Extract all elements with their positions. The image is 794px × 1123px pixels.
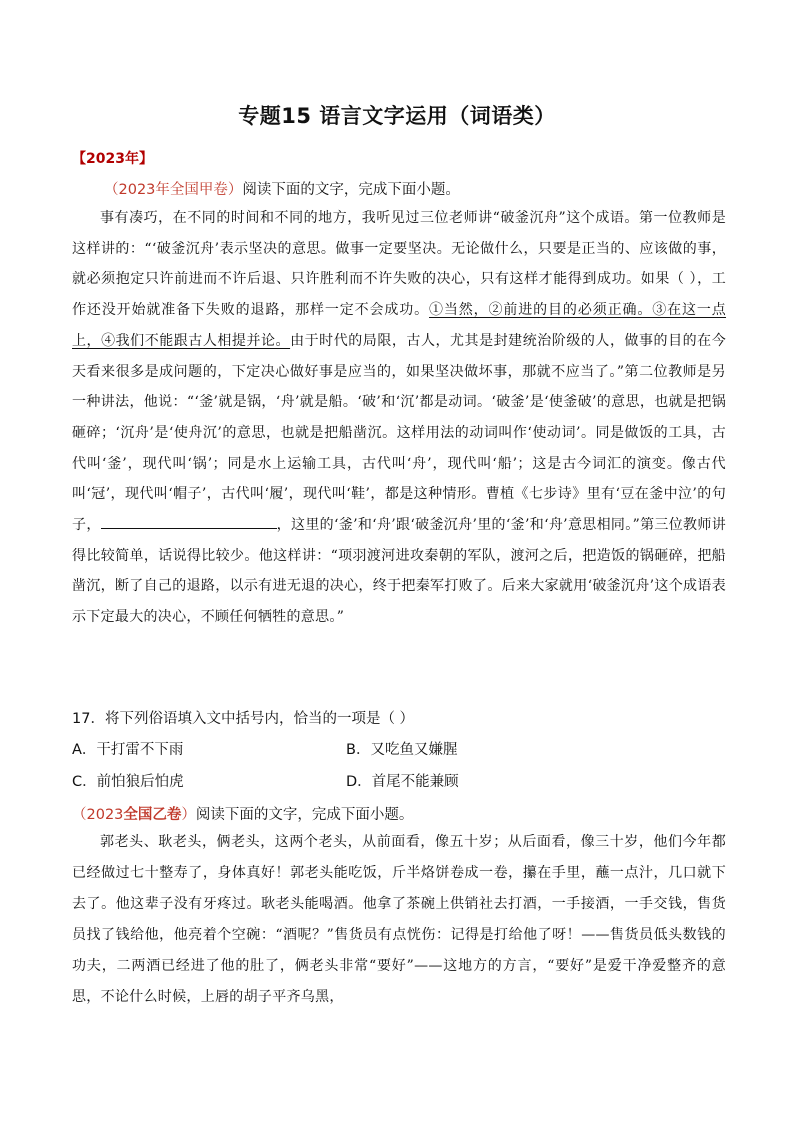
- passage-paragraph: [72, 203, 726, 633]
- source-bold: 全国乙卷: [123, 807, 182, 823]
- source-open: （2023: [72, 807, 124, 823]
- fill-in-blank: [101, 514, 277, 529]
- question-source-line: [104, 178, 460, 199]
- passage-paragraph-2: 郭老头、耿老头，俩老头，这两个老头，从前面看，像五十岁；从后面看，像三十岁，他们今年都已经做过七十整寿了，身体真好！郭老头能吃饭，斤半烙饼卷成一卷，攥在手里，蘸一点汁，几口就下去了。他这辈子没有牙疼过。耿老头能喝酒。他拿了茶碗上供销社去打酒，一手接酒，一手交钱，售货员找了钱给他，他亮着个空碗：“酒呢？”售货员有点恍伤：记得是打给他了呀！——售货员低头数钱的功夫，二两酒已经进了他的肚了，俩老头非常“要好”——这地方的方言，“要好”是爱干净爱整齐的意思，不论什么时候，上唇的胡子平齐乌黑，: [72, 834, 726, 1005]
- option-d[interactable]: D．首尾不能兼顾: [346, 774, 459, 790]
- passage-text-part3: ，这里的‘釜’和‘舟’跟‘破釜沉舟’里的‘釜’和‘舟’意思相同。”第三位教师讲得比较简单，话说得比较少。他这样讲：“项羽渡河进攻秦朝的军队，渡河之后，把造饭的锅砸碎，把船凿沉，断了自己的退路，以示有进无退的决心，终于把秦军打败了。后来大家就用‘破釜沉舟’这个成语表示下定最大的决心，不顾任何牺牲的意思。”: [72, 517, 726, 626]
- source-close: ）: [181, 807, 196, 823]
- passage-text-part1: 事有凑巧，在不同的时间和不同的地方，我听见过三位老师讲“破釜沉舟”这个成语。第一位教师是这样讲的：“‘破釜沉舟’表示坚决的意思。做事一定要坚决。无论做什么，只要是正当的、应该做的事，就必须抱定只许前进而不许后退、只许胜利而不许失败的决心，只有这样才能得到成功。如果（ ），工作还没开始就准备下失败的退路，那样一定不会成功。: [72, 210, 726, 319]
- question-source-line-2: [72, 803, 413, 824]
- source-label: （2023年全国甲卷）: [104, 182, 243, 198]
- option-a[interactable]: A．干打雷不下雨: [72, 742, 184, 758]
- reading-passage-1: [72, 203, 726, 633]
- option-c[interactable]: C．前怕狼后怕虎: [72, 774, 184, 790]
- instruction-text: 阅读下面的文字，完成下面小题。: [242, 182, 460, 198]
- passage-text-part2: 由于时代的局限，古人，尤其是封建统治阶级的人，做事的目的在今天看来很多是成问题的，下定决心做好事是应当的，如果坚决做坏事，那就不应当了。”第二位教师是另一种讲法，他说：“‘釜’就是锅，‘舟’就是船。‘破’和‘沉’都是动词。‘破釜’是‘使釜破’的意思，也就是把锅砸碎；‘沉舟’是‘使舟沉’的意思，也就是把船凿沉。这样用法的动词叫作‘使动词’。同是做饭的工具，古代叫‘釜’，现代叫‘锅’；同是水上运输工具，古代叫‘舟’，现代叫‘船’；这是古今词汇的演变。像古代叫‘冠’，现代叫‘帽子’，古代叫‘履’，现代叫‘鞋’，都是这种情形。曹植《七步诗》里有‘豆在釜中泣’的句子，: [72, 332, 727, 534]
- underlined-sentence: ①当然，②前进的目的必须正确。③在这一点上，④我们不能跟古人相提并论。: [72, 302, 727, 349]
- option-b[interactable]: B．又吃鱼又嫌腥: [346, 742, 458, 758]
- reading-passage-2: [72, 827, 726, 1013]
- instruction-text-2: 阅读下面的文字，完成下面小题。: [195, 807, 414, 823]
- question-stem: 17．将下列俗语填入文中括号内，恰当的一项是（ ）: [72, 711, 415, 727]
- page-title: 专题15 语言文字运用（词语类）: [238, 104, 556, 128]
- year-heading: 【2023年】: [72, 151, 153, 167]
